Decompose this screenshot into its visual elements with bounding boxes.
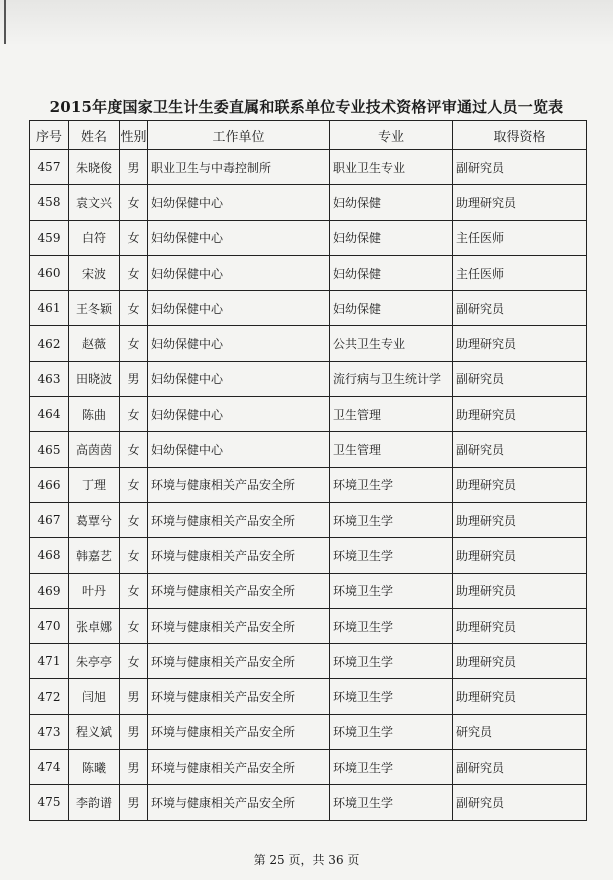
cell-workplace: 环境与健康相关产品安全所 [148,714,330,749]
cell-qualification: 助理研究员 [453,608,587,643]
cell-workplace: 环境与健康相关产品安全所 [148,502,330,537]
cell-qualification: 副研究员 [453,150,587,185]
cell-name: 袁文兴 [69,185,120,220]
cell-workplace: 妇幼保健中心 [148,291,330,326]
cell-index: 461 [30,291,69,326]
cell-gender: 男 [120,750,148,785]
cell-qualification: 副研究员 [453,361,587,396]
cell-index: 469 [30,573,69,608]
page-title: 2015年度国家卫生计生委直属和联系单位专业技术资格评审通过人员一览表 [49,98,564,116]
table-row [30,432,587,467]
cell-index: 465 [30,432,69,467]
cell-index: 474 [30,750,69,785]
personnel-table [29,120,587,821]
cell-specialty: 卫生管理 [330,432,453,467]
cell-workplace: 环境与健康相关产品安全所 [148,644,330,679]
cell-index: 459 [30,220,69,255]
cell-specialty: 妇幼保健 [330,255,453,290]
cell-workplace: 妇幼保健中心 [148,361,330,396]
cell-name: 丁理 [69,467,120,502]
table-row [30,502,587,537]
table-row [30,714,587,749]
cell-name: 陈曲 [69,397,120,432]
cell-specialty: 妇幼保健 [330,291,453,326]
table-row [30,361,587,396]
table-row [30,467,587,502]
cell-specialty: 环境卫生学 [330,679,453,714]
cell-name: 叶丹 [69,573,120,608]
header-workplace: 工作单位 [148,121,330,150]
cell-index: 463 [30,361,69,396]
table-row [30,538,587,573]
cell-name: 程义斌 [69,714,120,749]
cell-index: 473 [30,714,69,749]
cell-qualification: 助理研究员 [453,397,587,432]
cell-specialty: 职业卫生专业 [330,150,453,185]
cell-workplace: 环境与健康相关产品安全所 [148,467,330,502]
cell-name: 陈曦 [69,750,120,785]
cell-specialty: 流行病与卫生统计学 [330,361,453,396]
cell-workplace: 妇幼保健中心 [148,397,330,432]
table-row [30,679,587,714]
cell-qualification: 助理研究员 [453,573,587,608]
cell-gender: 女 [120,502,148,537]
cell-workplace: 环境与健康相关产品安全所 [148,538,330,573]
cell-index: 471 [30,644,69,679]
table-row [30,291,587,326]
cell-name: 李韵谱 [69,785,120,820]
cell-name: 高茵茵 [69,432,120,467]
cell-qualification: 主任医师 [453,220,587,255]
cell-qualification: 副研究员 [453,432,587,467]
cell-name: 王冬颖 [69,291,120,326]
table-row [30,150,587,185]
cell-qualification: 助理研究员 [453,644,587,679]
cell-gender: 男 [120,714,148,749]
cell-gender: 女 [120,255,148,290]
cell-qualification: 副研究员 [453,291,587,326]
cell-specialty: 妇幼保健 [330,185,453,220]
cell-qualification: 副研究员 [453,750,587,785]
cell-name: 朱亭亭 [69,644,120,679]
cell-specialty: 公共卫生专业 [330,326,453,361]
cell-qualification: 助理研究员 [453,467,587,502]
cell-name: 朱晓俊 [69,150,120,185]
cell-workplace: 环境与健康相关产品安全所 [148,679,330,714]
cell-specialty: 环境卫生学 [330,538,453,573]
cell-workplace: 妇幼保健中心 [148,220,330,255]
table-row [30,397,587,432]
cell-gender: 女 [120,573,148,608]
cell-specialty: 环境卫生学 [330,502,453,537]
table-body [30,150,587,821]
cell-index: 464 [30,397,69,432]
cell-name: 宋波 [69,255,120,290]
header-specialty: 专业 [330,121,453,150]
cell-workplace: 环境与健康相关产品安全所 [148,608,330,643]
cell-specialty: 环境卫生学 [330,644,453,679]
cell-name: 葛覃兮 [69,502,120,537]
cell-gender: 女 [120,608,148,643]
cell-index: 460 [30,255,69,290]
cell-name: 闫旭 [69,679,120,714]
cell-name: 赵薇 [69,326,120,361]
cell-workplace: 职业卫生与中毒控制所 [148,150,330,185]
scan-top-edge [0,0,613,46]
cell-gender: 女 [120,291,148,326]
cell-workplace: 环境与健康相关产品安全所 [148,573,330,608]
cell-workplace: 环境与健康相关产品安全所 [148,750,330,785]
cell-gender: 女 [120,220,148,255]
cell-index: 475 [30,785,69,820]
table-row [30,644,587,679]
cell-name: 白符 [69,220,120,255]
table-row [30,785,587,820]
table-row [30,326,587,361]
cell-name: 韩嘉艺 [69,538,120,573]
table-row [30,573,587,608]
cell-gender: 女 [120,185,148,220]
cell-index: 466 [30,467,69,502]
cell-workplace: 妇幼保健中心 [148,185,330,220]
cell-qualification: 研究员 [453,714,587,749]
cell-qualification: 副研究员 [453,785,587,820]
table-row [30,185,587,220]
cell-workplace: 妇幼保健中心 [148,255,330,290]
scan-edge-mark [4,0,6,44]
cell-gender: 男 [120,679,148,714]
cell-qualification: 助理研究员 [453,185,587,220]
cell-index: 458 [30,185,69,220]
cell-specialty: 环境卫生学 [330,750,453,785]
cell-specialty: 环境卫生学 [330,608,453,643]
table-row [30,255,587,290]
cell-specialty: 环境卫生学 [330,785,453,820]
table-header-row [30,121,587,150]
cell-gender: 女 [120,397,148,432]
cell-index: 470 [30,608,69,643]
cell-gender: 女 [120,644,148,679]
cell-specialty: 卫生管理 [330,397,453,432]
table-row [30,608,587,643]
page-footer: 第 25 页，共 36 页 [253,853,360,867]
cell-gender: 女 [120,467,148,502]
cell-qualification: 助理研究员 [453,538,587,573]
cell-workplace: 妇幼保健中心 [148,326,330,361]
cell-index: 467 [30,502,69,537]
header-name: 姓名 [69,121,120,150]
cell-specialty: 环境卫生学 [330,714,453,749]
cell-specialty: 妇幼保健 [330,220,453,255]
header-qualification: 取得资格 [453,121,587,150]
cell-index: 472 [30,679,69,714]
table-row [30,220,587,255]
cell-gender: 女 [120,432,148,467]
cell-gender: 男 [120,785,148,820]
cell-gender: 男 [120,361,148,396]
cell-workplace: 环境与健康相关产品安全所 [148,785,330,820]
cell-gender: 女 [120,538,148,573]
header-index: 序号 [30,121,69,150]
cell-workplace: 妇幼保健中心 [148,432,330,467]
header-gender: 性别 [120,121,148,150]
cell-index: 457 [30,150,69,185]
table-row [30,750,587,785]
cell-specialty: 环境卫生学 [330,467,453,502]
cell-qualification: 助理研究员 [453,502,587,537]
cell-name: 田晓波 [69,361,120,396]
cell-gender: 女 [120,326,148,361]
cell-gender: 男 [120,150,148,185]
cell-name: 张卓娜 [69,608,120,643]
cell-qualification: 主任医师 [453,255,587,290]
cell-qualification: 助理研究员 [453,326,587,361]
cell-index: 468 [30,538,69,573]
cell-index: 462 [30,326,69,361]
cell-specialty: 环境卫生学 [330,573,453,608]
cell-qualification: 助理研究员 [453,679,587,714]
